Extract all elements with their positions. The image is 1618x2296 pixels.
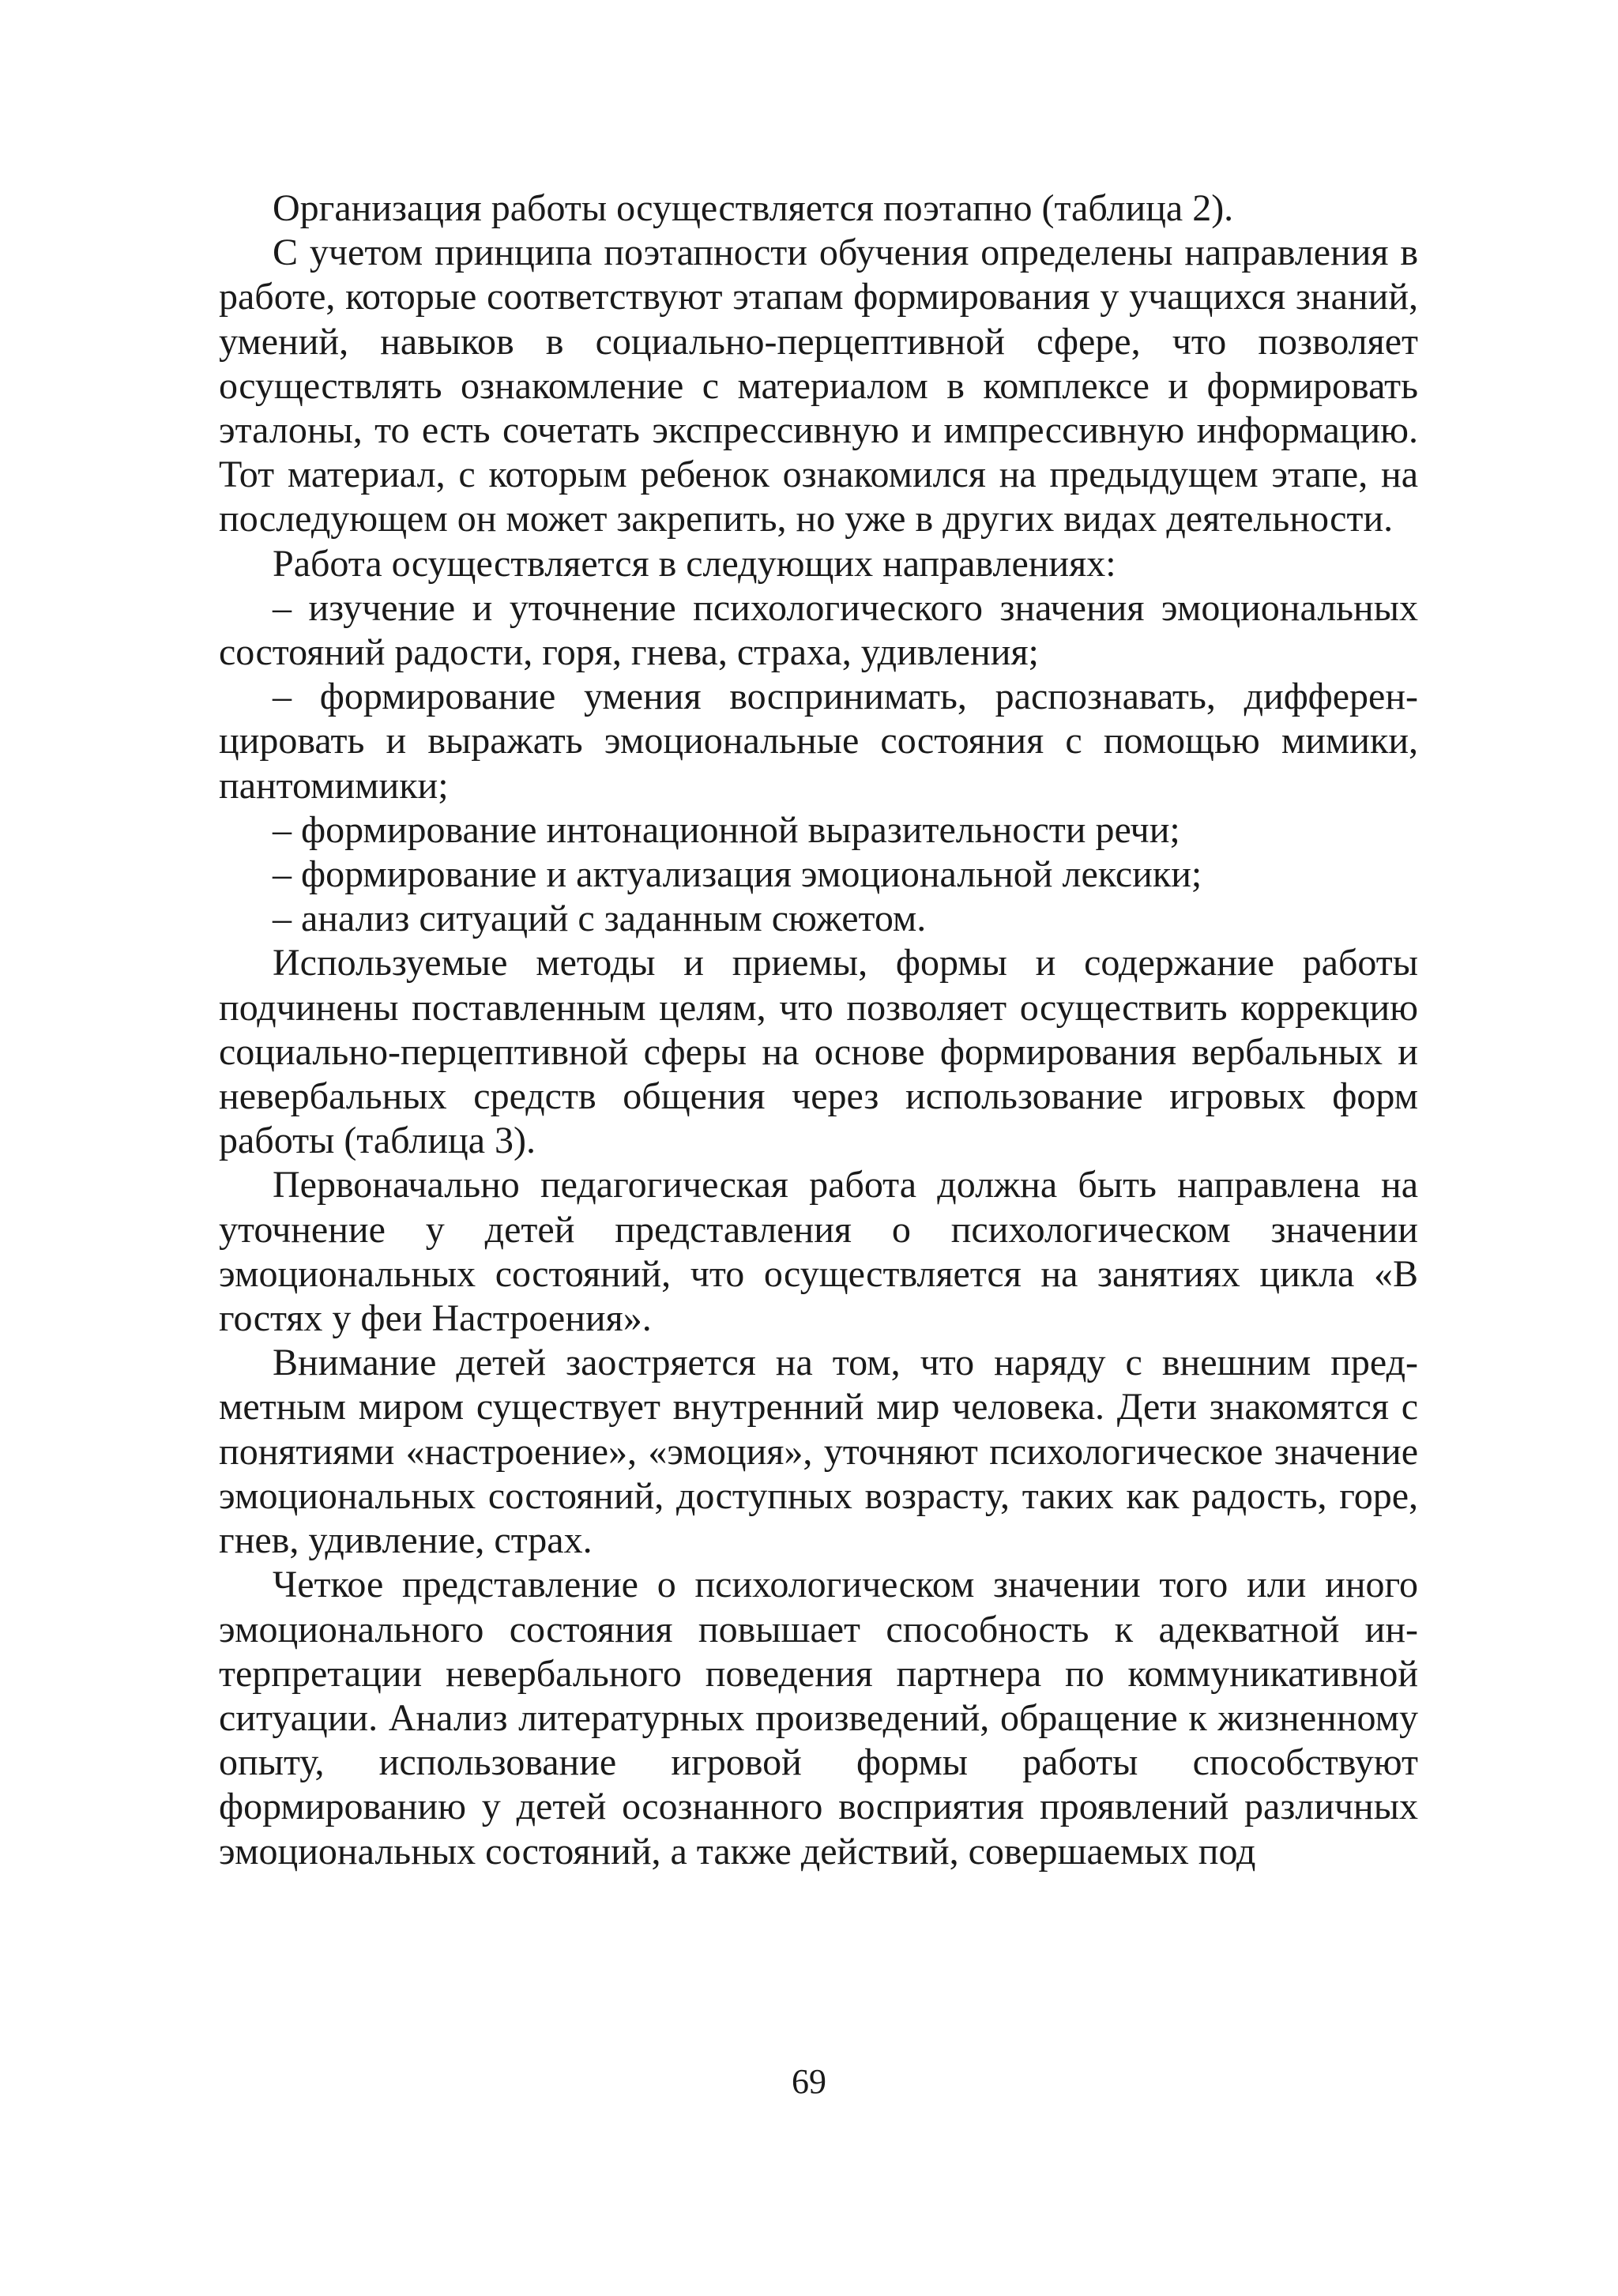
paragraph-5: Первоначально педагогическая работа должна быть направлена на уточнение у детей представления о психологическом значении эмоциональных состояний, что осуществляется на занятиях цикла «В гостях у феи Настроения». [219, 1164, 1418, 1340]
list-item-2: – формирование умения воспринимать, распознавать, дифференцировать и выражать эмоциональные состояния с помощью мимики, пантомимики; [219, 676, 1418, 807]
paragraph-6: Внимание детей заостряется на том, что наряду с внешним предметным миром существует внутренний мир человека. Дети знакомятся с понятиями «настроение», «эмоция», уточняют психологическое значение эмоциональных состояний, доступных возрасту, таких как радость, горе, гнев, удивление, страх. [219, 1342, 1418, 1562]
paragraph-4: Используемые методы и приемы, формы и содержание работы подчинены поставленным целям, что позволяет осуществить коррекцию социально-перцептивной сферы на основе формирования вербальных и невербальных средств общения через использование игровых форм работы (таблица 3). [219, 942, 1418, 1162]
paragraph-2: С учетом принципа поэтапности обучения определены направления в работе, которые соответствуют этапам формирования у учащихся знаний, умений, навыков в социально-перцептивной сфере, что позволяет осуществлять ознакомление с материалом в комплексе и формировать эталоны, то есть сочетать экспрессивную и импрессивную информацию. Тот материал, с которым ребенок ознакомился на предыдущем этапе, на последующем он может закрепить, но уже в других видах деятельности. [219, 231, 1418, 540]
paragraph-3: Работа осуществляется в следующих направлениях: [273, 542, 1116, 585]
page-body [219, 186, 1418, 1874]
page-number: 69 [792, 2062, 826, 2101]
list-item-3: – формирование интонационной выразительности речи; [273, 808, 1180, 851]
list-item-5: – анализ ситуаций с заданным сюжетом. [273, 898, 927, 940]
list-item-1: – изучение и уточнение психологического значения эмоциональных состояний радости, горя, гнева, страха, удивления; [219, 586, 1418, 674]
paragraph-1: Организация работы осуществляется поэтапно (таблица 2). [273, 187, 1234, 229]
list-item-4: – формирование и актуализация эмоциональной лексики; [273, 853, 1202, 896]
paragraph-7: Четкое представление о психологическом значении того или иного эмоционального состояния повышает способность к адекватной интерпретации невербального поведения партнера по коммуникативной ситуации. Анализ литературных произведений, обращение к жизненному опыту, использование игровой формы работы способствуют формированию у детей осознанного восприятия проявлений различных эмоциональных состояний, а также действий, совершаемых под [219, 1564, 1418, 1873]
